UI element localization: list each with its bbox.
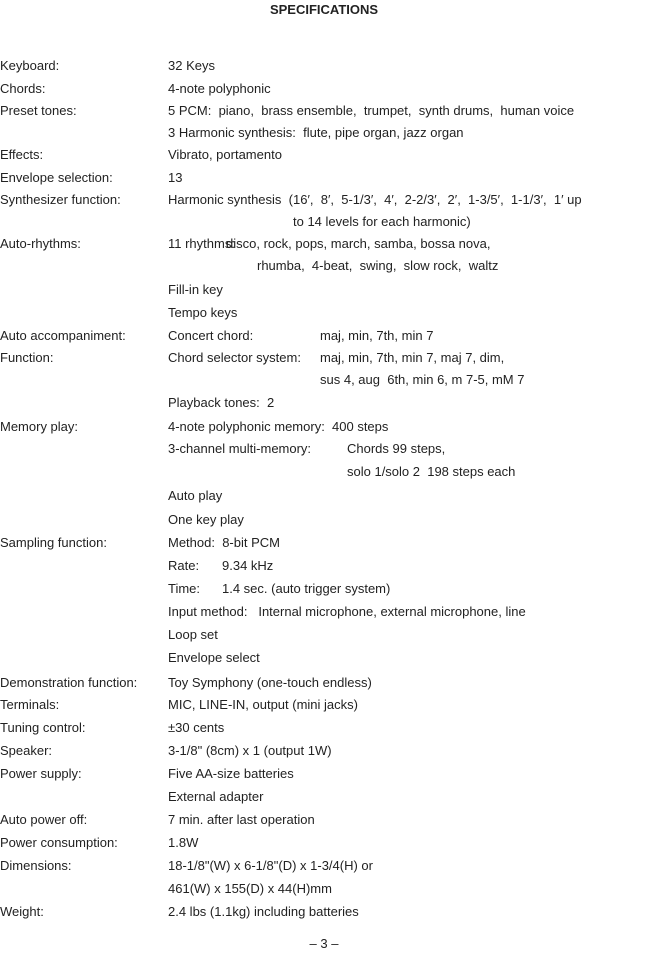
spec-value: Rate: <box>168 558 200 573</box>
spec-value: 5 PCM: piano, brass ensemble, trumpet, synth drums, human voice <box>168 103 575 118</box>
spec-value: Input method: Internal microphone, external microphone, line <box>168 604 526 619</box>
spec-value: rhumba, 4-beat, swing, slow rock, waltz <box>257 258 499 273</box>
spec-label: Tuning control: <box>0 720 86 735</box>
spec-value: Tempo keys <box>168 305 238 320</box>
page-title: SPECIFICATIONS <box>269 2 379 17</box>
spec-label: Sampling function: <box>0 535 107 550</box>
spec-value: Harmonic synthesis (16′, 8′, 5-1/3′, 4′, 2-2/3′, 2′, 1-3/5′, 1-1/3′, 1′ up <box>168 192 582 207</box>
spec-label: Function: <box>0 350 54 365</box>
spec-value: solo 1/solo 2 198 steps each <box>347 464 516 479</box>
spec-label: Auto power off: <box>0 812 88 827</box>
spec-value: 4-note polyphonic <box>168 81 271 96</box>
spec-value: Five AA-size batteries <box>168 766 294 781</box>
spec-label: Auto accompaniment: <box>0 328 126 343</box>
spec-value: 11 rhythms: <box>168 236 235 251</box>
spec-value: MIC, LINE-IN, output (mini jacks) <box>168 697 358 712</box>
spec-value: disco, rock, pops, march, samba, bossa nova, <box>226 236 491 251</box>
spec-value: Chords 99 steps, <box>347 441 446 456</box>
spec-value: One key play <box>168 512 244 527</box>
spec-value: 3-1/8" (8cm) x 1 (output 1W) <box>168 743 332 758</box>
page-number: – 3 – <box>309 936 339 951</box>
spec-value: 7 min. after last operation <box>168 812 315 827</box>
spec-label: Auto-rhythms: <box>0 236 81 251</box>
spec-value: Method: 8-bit PCM <box>168 535 280 550</box>
spec-value: 2.4 lbs (1.1kg) including batteries <box>168 904 359 919</box>
spec-value: 32 Keys <box>168 58 215 73</box>
spec-label: Terminals: <box>0 697 60 712</box>
spec-value: maj, min, 7th, min 7, maj 7, dim, <box>320 350 505 365</box>
spec-value: Auto play <box>168 488 223 503</box>
spec-value: Playback tones: 2 <box>168 395 275 410</box>
spec-value: 4-note polyphonic memory: 400 steps <box>168 419 389 434</box>
spec-value: Fill-in key <box>168 282 223 297</box>
spec-value: sus 4, aug 6th, min 6, m 7-5, mM 7 <box>320 372 525 387</box>
spec-label: Effects: <box>0 147 44 162</box>
spec-label: Synthesizer function: <box>0 192 121 207</box>
spec-value: Envelope select <box>168 650 260 665</box>
spec-label: Envelope selection: <box>0 170 113 185</box>
spec-label: Dimensions: <box>0 858 72 873</box>
spec-label: Demonstration function: <box>0 675 138 690</box>
spec-value: 3-channel multi-memory: <box>168 441 312 456</box>
spec-label: Power consumption: <box>0 835 118 850</box>
spec-value: 13 <box>168 170 183 185</box>
spec-value: 3 Harmonic synthesis: flute, pipe organ, jazz organ <box>168 125 464 140</box>
spec-label: Keyboard: <box>0 58 60 73</box>
spec-value: 1.8W <box>168 835 199 850</box>
spec-value: 461(W) x 155(D) x 44(H)mm <box>168 881 332 896</box>
spec-value: to 14 levels for each harmonic) <box>293 214 471 229</box>
spec-value: Vibrato, portamento <box>168 147 282 162</box>
spec-value: Time: <box>168 581 201 596</box>
spec-value: ±30 cents <box>168 720 225 735</box>
spec-value: Loop set <box>168 627 218 642</box>
spec-value: 18-1/8"(W) x 6-1/8"(D) x 1-3/4(H) or <box>168 858 373 873</box>
spec-value: 1.4 sec. (auto trigger system) <box>222 581 391 596</box>
spec-label: Memory play: <box>0 419 79 434</box>
spec-label: Speaker: <box>0 743 53 758</box>
spec-label: Weight: <box>0 904 44 919</box>
spec-value: Chord selector system: <box>168 350 301 365</box>
spec-value: External adapter <box>168 789 264 804</box>
spec-value: maj, min, 7th, min 7 <box>320 328 434 343</box>
spec-value: Toy Symphony (one-touch endless) <box>168 675 372 690</box>
spec-label: Power supply: <box>0 766 82 781</box>
spec-label: Chords: <box>0 81 46 96</box>
spec-label: Preset tones: <box>0 103 77 118</box>
spec-value: Concert chord: <box>168 328 254 343</box>
spec-value: 9.34 kHz <box>222 558 274 573</box>
